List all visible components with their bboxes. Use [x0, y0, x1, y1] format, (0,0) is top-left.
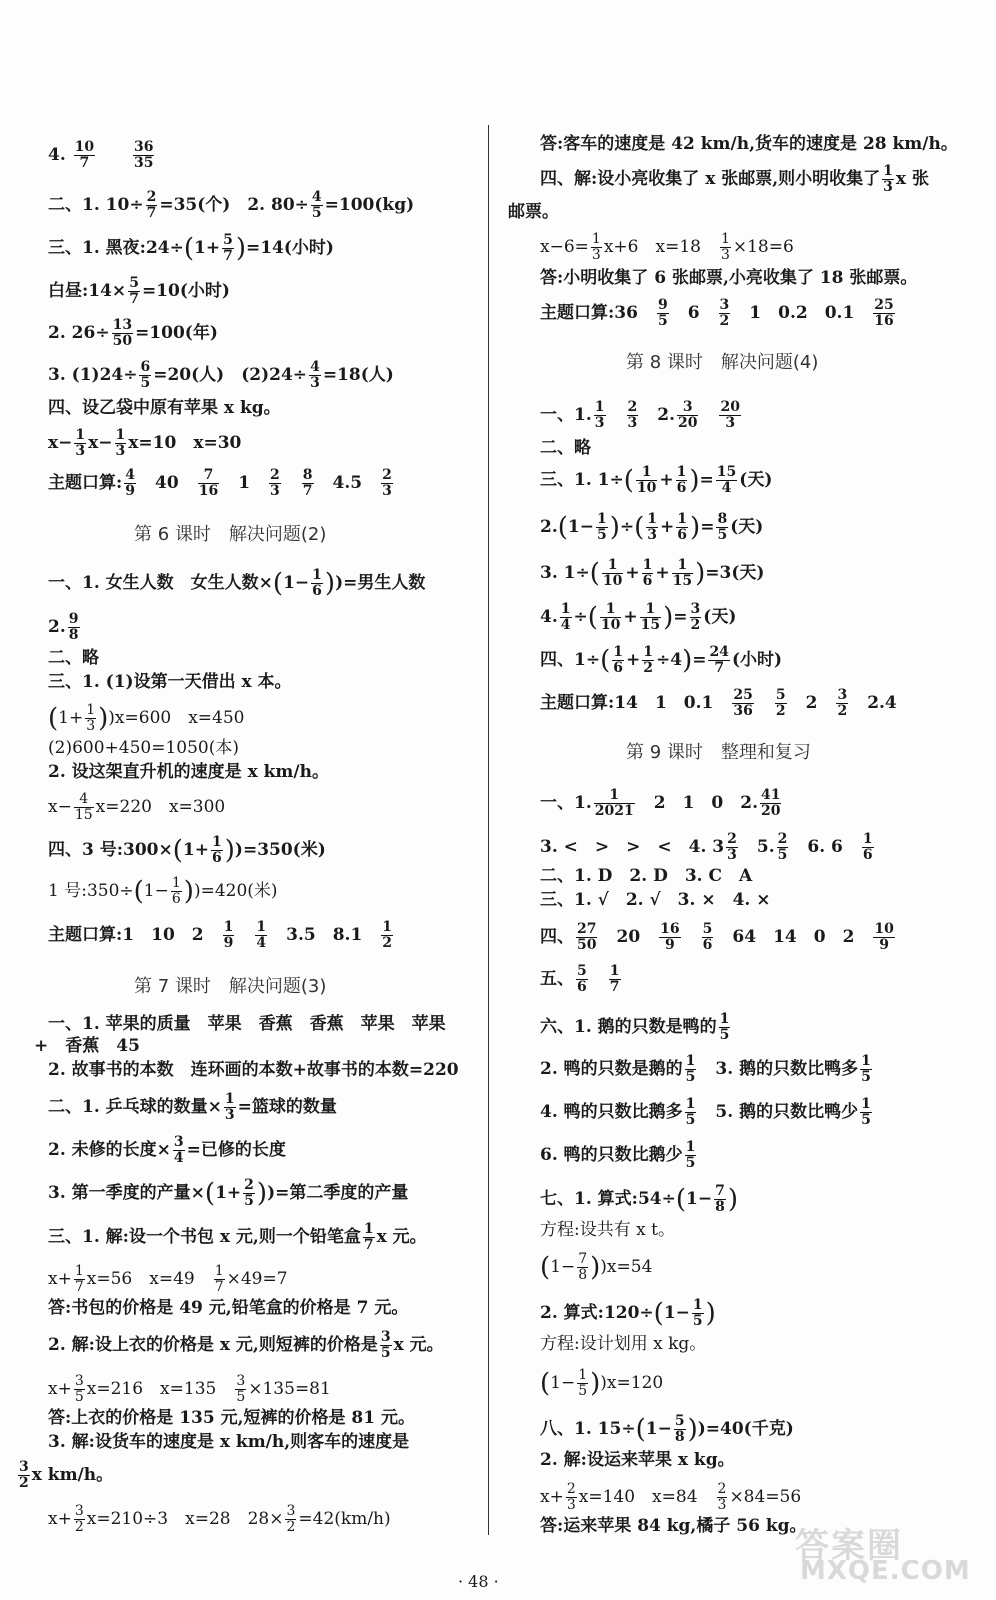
s7-7: x+ $\frac{1}{7}$ x=56 x=49 $\frac{1}{7}$ ×49=7	[48, 1263, 288, 1295]
r25: 4. 鸭的只数比鹅多 $\frac{1}{5}$ 5. 鹅的只数比鸭少 $\frac{1}{5}$	[540, 1096, 871, 1128]
r2: 四、解:设小亮收集了 x 张邮票,则小明收集了 $\frac{1}{3}$ x 张	[540, 163, 929, 195]
s7-14: x+ $\frac{3}{2}$ x=210÷3 x=28 28× $\frac{3}{2}$ =42(km/h)	[48, 1503, 391, 1535]
s6-4: 三、1. (1)设第一天借出 x 本。	[48, 672, 292, 692]
r33: 八、1. 15÷(1− $\frac{5}{8}$ ))=40(千克)	[540, 1413, 794, 1445]
column-divider	[488, 125, 489, 1535]
s6-6: (2)600+450=1050(本)	[48, 738, 239, 758]
l7: 四、设乙袋中原有苹果 x kg。	[48, 398, 281, 418]
fraction: $\frac{10}{7}$	[74, 139, 95, 171]
s6-7: 2. 设这架直升机的速度是 x km/h。	[48, 762, 329, 782]
r23: 六、1. 鹅的只数是鸭的 $\frac{1}{5}$	[540, 1011, 730, 1043]
l8: x− $\frac{1}{3}$ x− $\frac{1}{3}$ x=10 x=30	[48, 427, 242, 459]
section-title-6: 第 6 课时 解决问题(2)	[134, 524, 327, 545]
l5: 2. 26÷ $\frac{13}{50}$ =100(年)	[48, 317, 218, 349]
r12: 3. 1÷( $\frac{1}{10}$ + $\frac{1}{6}$ + $\frac{1}{15}$ )=3(天)	[540, 557, 765, 589]
r17: 一、1. $\frac{1}{2021}$ 2 1 0 2. $\frac{41}{20}$	[540, 787, 781, 819]
s7-12: 3. 解:设货车的速度是 x km/h,则客车的速度是	[48, 1432, 410, 1452]
s6-8: x− $\frac{4}{15}$ x=220 x=300	[48, 791, 226, 823]
r3: 邮票。	[508, 202, 559, 222]
r15: 主题口算:14 1 0.1 $\frac{25}{36}$ $\frac{5}{2}$ 2 $\frac{3}{2}$ 2.4	[540, 687, 897, 719]
l2: 二、1. 10÷ $\frac{2}{7}$ =35(个) 2. 80÷ $\frac{4}{5}$ =100(kg)	[48, 189, 415, 221]
s6-3: 二、略	[48, 648, 99, 668]
s6-11: 主题口算:1 10 2 $\frac{1}{9}$ $\frac{1}{4}$ 3.5 8.1 $\frac{1}{2}$	[48, 919, 393, 951]
section-title-7: 第 7 课时 解决问题(3)	[134, 976, 327, 997]
s7-10: x+ $\frac{3}{5}$ x=216 x=135 $\frac{3}{5}$ ×135=81	[48, 1373, 331, 1405]
r29: (1− $\frac{7}{8}$ ))x=54	[540, 1251, 653, 1283]
l9: 主题口算: $\frac{4}{9}$ 40 $\frac{7}{16}$ 1 $\frac{2}{3}$ $\frac{8}{7}$ 4.5 $\frac{2}{3}$	[48, 467, 392, 499]
s7-9: 2. 解:设上衣的价格是 x 元,则短裤的价格是 $\frac{3}{5}$ x 元。	[48, 1329, 444, 1361]
s7-1b: + 香蕉 45	[34, 1036, 140, 1056]
r13: 4. $\frac{1}{4}$ ÷( $\frac{1}{10}$ + $\frac{1}{15}$ )= $\frac{3}{2}$ (天)	[540, 601, 737, 633]
r30: 2. 算式:120÷(1− $\frac{1}{5}$ )	[540, 1297, 716, 1329]
r4: x−6= $\frac{1}{3}$ x+6 x=18 $\frac{1}{3}$ ×18=6	[540, 231, 794, 263]
r10: 三、1. 1÷( $\frac{1}{10}$ + $\frac{1}{6}$ )= $\frac{15}{4}$ (天)	[540, 464, 773, 496]
s7-2: 2. 故事书的本数 连环画的本数+故事书的本数=220	[48, 1060, 459, 1080]
r14: 四、1÷( $\frac{1}{6}$ + $\frac{1}{2}$ ÷4)= $\frac{24}{7}$ (小时)	[540, 644, 783, 676]
l3: 三、1. 黑夜:24÷(1+ $\frac{5}{7}$ )=14(小时)	[48, 232, 334, 264]
r5: 答:小明收集了 6 张邮票,小亮收集了 18 张邮票。	[540, 268, 918, 288]
r26: 6. 鸭的只数比鹅少 $\frac{1}{5}$	[540, 1139, 696, 1171]
r34: 2. 解:设运来苹果 x kg。	[540, 1450, 735, 1470]
r22: 五、 $\frac{5}{6}$ $\frac{1}{7}$	[540, 963, 620, 995]
page-number: · 48 ·	[458, 1572, 499, 1591]
s7-11: 答:上衣的价格是 135 元,短裤的价格是 81 元。	[48, 1408, 416, 1428]
watermark-logo: 答案圈	[795, 1526, 903, 1566]
r20: 三、1. √ 2. √ 3. × 4. ×	[540, 890, 771, 910]
s6-5: (1+ $\frac{1}{3}$ ))x=600 x=450	[48, 702, 245, 734]
watermark-url: MXQE.COM	[800, 1556, 971, 1586]
r21: 四、 $\frac{27}{50}$ 20 $\frac{16}{9}$ $\frac{5}{6}$ 64 14 0 2 $\frac{10}{9}$	[540, 921, 894, 953]
s7-5: 3. 第一季度的产量×(1+ $\frac{2}{5}$ ))=第二季度的产量	[48, 1177, 409, 1209]
s6-1: 一、1. 女生人数 女生人数×(1− $\frac{1}{6}$ ))=男生人数	[48, 567, 426, 599]
r6: 主题口算:36 $\frac{9}{5}$ 6 $\frac{3}{2}$ 1 0.2 0.1 $\frac{25}{16}$	[540, 297, 894, 329]
s7-13: $\frac{3}{2}$ x km/h。	[19, 1459, 114, 1491]
r32: (1− $\frac{1}{5}$ ))x=120	[540, 1367, 664, 1399]
l4: 白昼:14× $\frac{5}{7}$ =10(小时)	[48, 275, 230, 307]
r18: 3. < > > < 4. 3 $\frac{2}{3}$ 5. $\frac{2}{5}$ 6. 6 $\frac{1}{6}$	[540, 831, 873, 863]
r19: 二、1. D 2. D 3. C A	[540, 866, 753, 886]
r1: 答:客车的速度是 42 km/h,货车的速度是 28 km/h。	[540, 134, 958, 154]
section-title-8: 第 8 课时 解决问题(4)	[626, 352, 819, 373]
r36: 答:运来苹果 84 kg,橘子 56 kg。	[540, 1516, 807, 1536]
r9: 二、略	[540, 438, 591, 458]
s7-4: 2. 未修的长度× $\frac{3}{4}$ =已修的长度	[48, 1134, 286, 1166]
r28: 方程:设共有 x t。	[540, 1220, 675, 1240]
s7-8: 答:书包的价格是 49 元,铅笔盒的价格是 7 元。	[48, 1298, 409, 1318]
r8: 一、1. $\frac{1}{3}$ $\frac{2}{3}$ 2. $\frac{3}{20}$ $\frac{20}{3}$	[540, 399, 740, 431]
s6-2: 2. $\frac{9}{8}$	[48, 611, 79, 643]
s7-6: 三、1. 解:设一个书包 x 元,则一个铅笔盒 $\frac{1}{7}$ x 元。	[48, 1221, 427, 1253]
r35: x+ $\frac{2}{3}$ x=140 x=84 $\frac{2}{3}$ ×84=56	[540, 1481, 802, 1513]
r11: 2.(1− $\frac{1}{5}$ )÷( $\frac{1}{3}$ + $\frac{1}{6}$ )= $\frac{8}{5}$ (天)	[540, 511, 764, 543]
l6: 3. (1)24÷ $\frac{6}{5}$ =20(人) (2)24÷ $\frac{4}{3}$ =18(人)	[48, 359, 394, 391]
r31: 方程:设计划用 x kg。	[540, 1334, 707, 1354]
s7-1: 一、1. 苹果的质量 苹果 香蕉 香蕉 苹果 苹果	[48, 1014, 446, 1034]
r27: 七、1. 算式:54÷(1− $\frac{7}{8}$ )	[540, 1183, 738, 1215]
r24: 2. 鸭的只数是鹅的 $\frac{1}{5}$ 3. 鹅的只数比鸭多 $\frac{1}{5}$	[540, 1053, 871, 1085]
s7-3: 二、1. 乒乓球的数量× $\frac{1}{3}$ =篮球的数量	[48, 1091, 337, 1123]
s6-10: 1 号:350÷(1− $\frac{1}{6}$ ))=420(米)	[48, 875, 278, 907]
s6-9: 四、3 号:300×(1+ $\frac{1}{6}$ ))=350(米)	[48, 834, 326, 866]
l1: 4. $\frac{10}{7}$ $\frac{36}{35}$	[48, 139, 154, 171]
section-title-9: 第 9 课时 整理和复习	[626, 742, 811, 763]
fraction: $\frac{36}{35}$	[134, 139, 154, 171]
